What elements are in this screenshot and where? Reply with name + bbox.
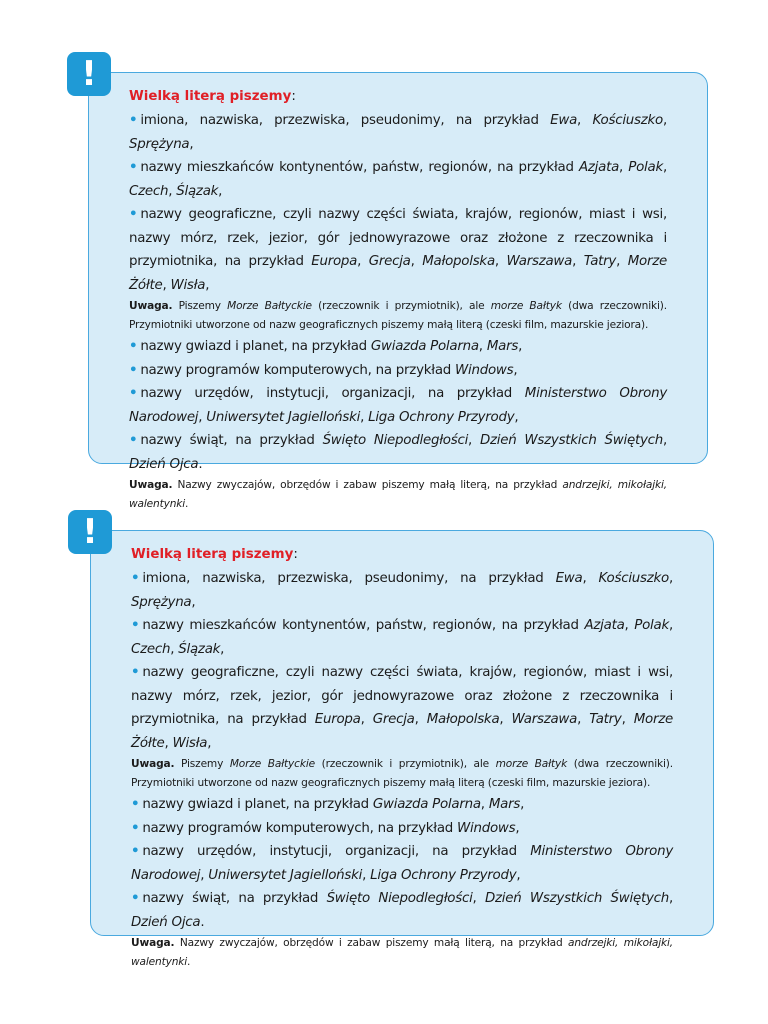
rule-text: nazwy świąt, na przykład [140,433,323,448]
example-word: Tatry [583,254,617,269]
example-separator: , [478,339,487,354]
rule-list-item [131,661,673,755]
note-label: Uwaga. [129,300,173,312]
bullet-icon: • [131,844,140,859]
example-separator: , [516,867,521,883]
note-text: Nazwy zwyczajów, obrzędów i zabaw piszemy małą literą, na przykład [174,937,569,949]
rule-text: nazwy mieszkańców kontynentów, państw, regionów, na przykład [140,160,579,175]
example-separator: , [218,183,223,199]
rule-text: imiona, nazwiska, przezwiska, pseudonimy, na przykład [142,571,556,586]
note-paragraph [129,476,667,514]
example-separator: . [198,456,203,472]
bullet-icon: • [131,571,140,586]
rule-text: nazwy gwiazd i planet, na przykład [142,797,373,812]
rule-text: nazwy mieszkańców kontynentów, państw, regionów, na przykład [142,618,585,633]
note-example: morze Bałtyk [495,758,568,770]
example-separator: , [616,254,628,269]
example-separator: , [572,254,584,269]
bullet-icon: • [131,618,140,633]
rule-box [88,72,708,510]
example-word: Dzień Ojca [131,914,201,930]
rule-list-item [129,156,667,203]
example-separator: , [518,339,523,354]
example-separator: , [357,254,369,269]
rule-list-item [131,567,673,614]
example-separator: , [494,254,507,269]
example-word: Kościuszko [592,113,663,128]
example-word: Grecja [372,712,415,727]
rule-list-item [131,793,673,817]
rule-text: nazwy gwiazd i planet, na przykład [140,339,371,354]
example-word: Morze Żółte [129,254,667,293]
example-word: Sprężyna [131,594,192,610]
example-separator: , [170,641,179,657]
example-word: Małopolska [422,254,495,269]
example-word: Czech [129,183,169,199]
example-word: Ministerstwo Obrony Narodowej [129,386,667,425]
example-word: Warszawa [506,254,573,269]
example-separator: , [191,594,196,610]
example-separator: , [624,618,635,633]
example-separator: , [621,712,634,727]
example-separator: , [220,641,225,657]
note-text: (rzeczownik i przymiotnik), ale [311,300,491,312]
example-word: Ewa [550,113,578,128]
bullet-icon: • [131,891,140,906]
example-separator: , [662,433,667,448]
example-word: Wisła [172,735,208,751]
example-separator: , [362,867,371,883]
example-separator: , [468,433,480,448]
example-word: Czech [131,641,171,657]
bullet-icon: • [129,362,138,378]
example-word: Windows [455,362,514,378]
example-separator: , [472,891,485,906]
rule-text: nazwy geograficzne, czyli nazwy części świata, krajów, regionów, miast i wsi, nazwy mórz, rzek, jezior, gór jednowyrazowe oraz złożone z rzeczownika i przymiotnika, na przykład [131,665,673,727]
example-word: Ślązak [176,183,219,199]
note-text: (dwa rzeczowniki). Przymiotniki utworzone od nazw geograficznych piszemy małą literą (czeski film, mazurskie jeziora). [131,758,673,789]
example-separator: , [514,409,519,425]
exclamation-icon: ! [68,510,112,554]
rule-list-item [129,109,667,156]
example-word: Ślązak [178,641,221,657]
bullet-icon: • [129,339,138,354]
example-separator: , [164,735,173,751]
example-separator: , [520,797,525,812]
note-example: morze Bałtyk [490,300,562,312]
example-word: Europa [314,712,361,727]
note-label: Uwaga. [131,758,175,770]
example-separator: , [662,160,667,175]
note-example: Morze Bałtyckie [229,758,315,770]
example-separator: , [162,277,171,293]
note-paragraph [129,297,667,335]
note-text: . [185,498,189,510]
note-label: Uwaga. [129,479,173,491]
note-paragraph [131,934,673,972]
note-text: . [187,956,191,968]
rule-text: nazwy programów komputerowych, na przykład [140,362,456,378]
example-separator: , [577,113,593,128]
rule-text: nazwy geograficzne, czyli nazwy części świata, krajów, regionów, miast i wsi, nazwy mórz, rzek, jezior, gór jednowyrazowe oraz złożone z rzeczownika i przymiotnika, na przykład [129,207,667,269]
note-text: Nazwy zwyczajów, obrzędów i zabaw piszemy małą literą, na przykład [172,479,563,491]
example-word: Azjata [584,618,625,633]
note-text: Piszemy [172,300,228,312]
example-word: Liga Ochrony Przyrody [368,409,515,425]
bullet-icon: • [129,386,138,401]
example-separator: , [207,735,212,751]
example-separator: , [577,712,590,727]
rule-text: imiona, nazwiska, przezwiska, pseudonimy, na przykład [140,113,551,128]
example-word: Uniwersytet Jagielloński [206,409,361,425]
example-word: Gwiazda Polarna [372,797,481,812]
rule-list-item [129,335,667,359]
rule-list-item [129,359,667,383]
rule-heading-colon: : [291,89,296,104]
rule-heading [131,545,673,564]
example-word: Wisła [170,277,206,293]
example-separator: . [200,914,205,930]
example-word: Polak [634,618,669,633]
rule-list-item [131,840,673,887]
example-word: Liga Ochrony Przyrody [370,867,517,883]
example-word: Grecja [368,254,411,269]
note-example: andrzejki, mikołajki, walentynki [129,479,668,510]
rule-list [131,567,673,972]
example-word: Święto Niepodległości [326,891,473,906]
rule-text: nazwy urzędów, instytucji, organizacji, na przykład [142,844,531,859]
exclamation-icon: ! [67,52,111,96]
note-text: (rzeczownik i przymiotnik), ale [315,758,496,770]
example-word: Małopolska [426,712,500,727]
note-example: Morze Bałtyckie [227,300,312,312]
example-separator: , [662,113,667,128]
example-separator: , [360,409,369,425]
example-word: Sprężyna [129,136,190,152]
example-word: Warszawa [511,712,578,727]
rule-text: nazwy programów komputerowych, na przykład [142,820,458,836]
example-word: Kościuszko [598,571,669,586]
example-separator: , [668,891,673,906]
example-word: Europa [311,254,358,269]
bullet-icon: • [129,113,138,128]
example-word: Polak [628,160,663,175]
rule-heading [129,87,667,106]
rule-list-item [131,614,673,661]
example-separator: , [189,136,194,152]
rule-heading-text: Wielką literą piszemy [129,89,292,104]
rule-list [129,109,667,514]
example-separator: , [360,712,373,727]
example-word: Święto Niepodległości [322,433,469,448]
rule-box [90,530,714,968]
rule-list-item [129,203,667,297]
rule-list-item [131,817,673,841]
rule-heading-text: Wielką literą piszemy [131,547,294,562]
example-separator: , [499,712,512,727]
bullet-icon: • [129,207,138,222]
example-word: Morze Żółte [131,712,673,751]
example-word: Dzień Wszystkich Świętych [479,433,663,448]
note-paragraph [131,755,673,793]
example-word: Ewa [555,571,583,586]
example-separator: , [515,820,520,836]
note-text: (dwa rzeczowniki). Przymiotniki utworzone od nazw geograficznych piszemy małą literą (czeski film, mazurskie jeziora). [129,300,667,331]
example-separator: , [582,571,599,586]
note-label: Uwaga. [131,937,175,949]
note-text: Piszemy [174,758,230,770]
bullet-icon: • [131,665,140,680]
example-word: Tatry [589,712,622,727]
bullet-icon: • [129,433,138,448]
example-separator: , [668,571,673,586]
note-example: andrzejki, mikołajki, walentynki [131,937,673,968]
rule-list-item [129,429,667,476]
example-word: Ministerstwo Obrony Narodowej [131,844,673,883]
rule-heading-colon: : [293,547,298,562]
example-separator: , [200,867,209,883]
example-separator: , [668,618,673,633]
example-separator: , [513,362,518,378]
bullet-icon: • [131,797,140,812]
example-separator: , [168,183,177,199]
example-separator: , [619,160,629,175]
example-word: Azjata [578,160,620,175]
example-word: Windows [457,820,516,836]
rule-list-item [129,382,667,429]
example-separator: , [410,254,423,269]
example-separator: , [198,409,207,425]
example-word: Mars [486,339,519,354]
bullet-icon: • [131,820,140,836]
example-word: Dzień Wszystkich Świętych [484,891,669,906]
example-word: Uniwersytet Jagielloński [208,867,363,883]
rule-list-item [131,887,673,934]
example-separator: , [480,797,489,812]
bullet-icon: • [129,160,138,175]
example-separator: , [205,277,210,293]
example-word: Dzień Ojca [129,456,199,472]
example-word: Gwiazda Polarna [370,339,479,354]
rule-text: nazwy urzędów, instytucji, organizacji, na przykład [140,386,525,401]
example-word: Mars [488,797,521,812]
example-separator: , [414,712,427,727]
rule-text: nazwy świąt, na przykład [142,891,327,906]
